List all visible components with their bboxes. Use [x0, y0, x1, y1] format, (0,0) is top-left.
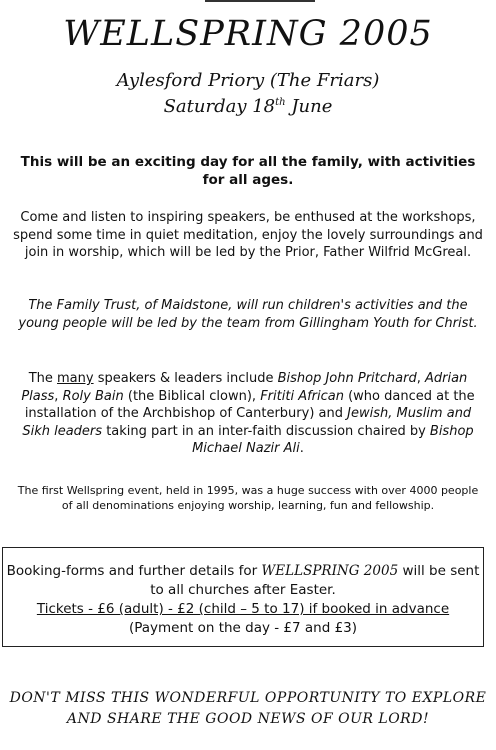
- speaker-frititi: Frititi African: [260, 388, 344, 404]
- speakers-text: ,: [54, 388, 63, 404]
- speakers-text: .: [299, 441, 304, 456]
- booking-text: Booking-forms and further details for: [6, 563, 262, 579]
- booking-event-name: WELLSPRING 2005: [261, 563, 399, 579]
- speakers-text: taking part in an inter-faith discussion chaired by: [102, 423, 430, 439]
- speakers-text: The: [28, 371, 58, 386]
- event-venue: Aylesford Priory (The Friars): [116, 70, 380, 91]
- speaker-bishop-michael: Bishop Michael Nazir Ali: [192, 423, 474, 456]
- speaker-adrian-plass: Adrian Plass: [21, 371, 468, 404]
- speaker-faith-leaders: Jewish, Muslim and Sikh leaders: [22, 406, 472, 439]
- speakers-text: ,: [416, 371, 425, 386]
- speaker-roly-bain: Roly Bain: [62, 388, 124, 404]
- history-paragraph: The first Wellspring event, held in 1995, was a huge success with over 4000 people of all denominations enjoying worship, learning, fun and fellowship.: [17, 484, 479, 512]
- booking-info: [3, 562, 483, 600]
- payment-on-day: (Payment on the day - £7 and £3): [128, 620, 358, 636]
- speakers-text: speakers & leaders include: [93, 371, 278, 386]
- intro-paragraph: This will be an exciting day for all the family, with activities for all ages.: [20, 154, 476, 188]
- family-trust-paragraph: The Family Trust, of Maidstone, will run children's activities and the young people will be led by the team from Gillingham Youth for Christ.: [18, 298, 478, 331]
- speaker-bishop-john: Bishop John Pritchard: [277, 371, 417, 386]
- date-suffix: June: [285, 96, 333, 117]
- speakers-text: (the Biblical clown),: [123, 388, 261, 404]
- event-title: WELLSPRING 2005: [63, 14, 433, 54]
- booking-box: [2, 547, 484, 647]
- speakers-text: (who danced at the installation of the Archbishop of Canterbury) and: [24, 388, 475, 421]
- date-prefix: Saturday 18: [163, 96, 276, 117]
- closing-message: DON'T MISS THIS WONDERFUL OPPORTUNITY TO EXPLORE AND SHARE THE GOOD NEWS OF OUR LORD!: [9, 690, 487, 727]
- speakers-paragraph: [12, 370, 484, 458]
- activities-paragraph: Come and listen to inspiring speakers, be enthused at the workshops, spend some time in quiet meditation, enjoy the lovely surroundings and join in worship, which will be led by the Prior, Father Wilfrid McGreal.: [13, 210, 483, 260]
- event-date: [0, 96, 496, 117]
- ticket-prices: Tickets - £6 (adult) - £2 (child – 5 to 17) if booked in advance: [36, 601, 450, 617]
- top-divider: [205, 0, 315, 2]
- speakers-many: many: [57, 371, 94, 386]
- date-ordinal: th: [275, 97, 286, 108]
- booking-text: will be sent to all churches after Easter.: [150, 563, 480, 598]
